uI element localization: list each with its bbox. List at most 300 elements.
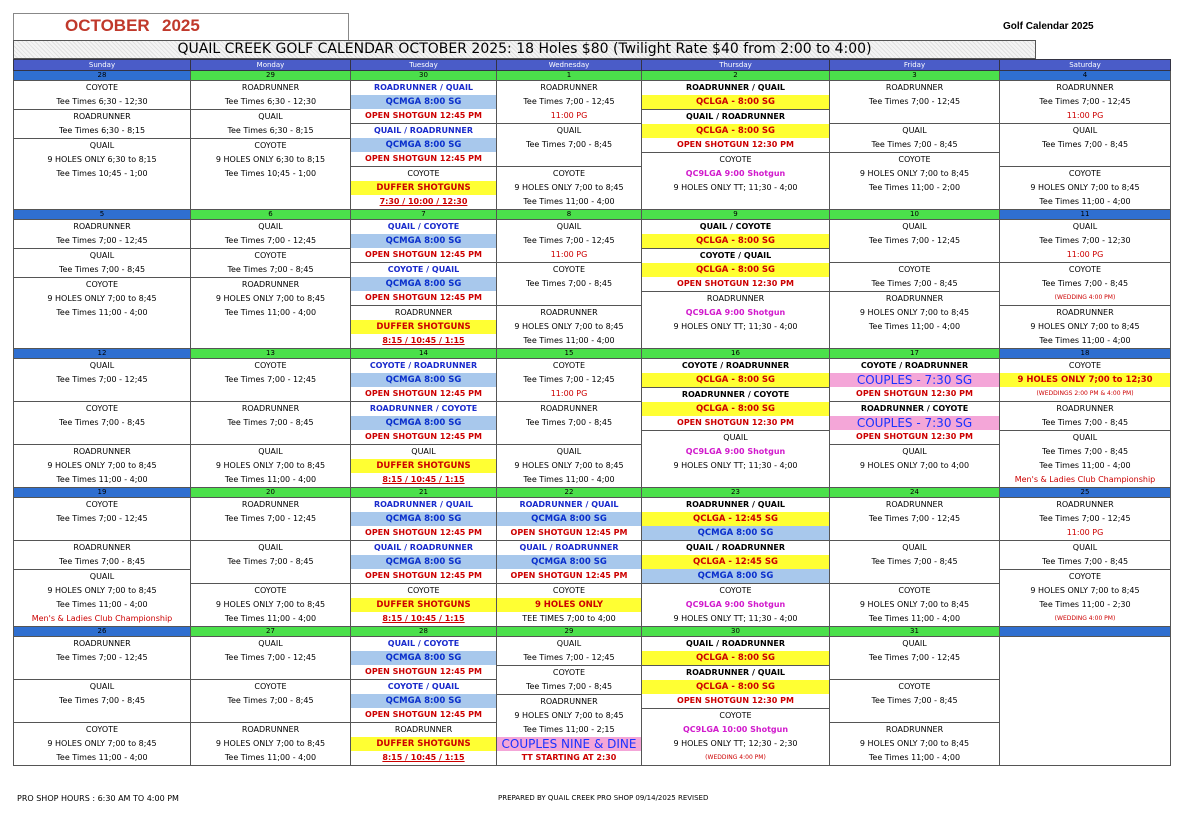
schedule-line: Tee Times 7;00 - 8;45	[1041, 557, 1129, 566]
day-cell	[351, 359, 497, 488]
schedule-line: QC9LGA 9:00 Shotgun	[685, 169, 786, 178]
calendar-title: QUAIL CREEK GOLF CALENDAR OCTOBER 2025: 18 Holes $80 (Twilight Rate $40 from 2:00 to 4:00)	[13, 40, 1036, 59]
schedule-line: COYOTE	[642, 152, 829, 167]
schedule-line: Tee Times 7;00 - 8;45	[871, 279, 958, 288]
schedule-line: QUAIL	[830, 540, 999, 555]
day-cell	[642, 637, 830, 766]
schedule-line: QUAIL	[258, 639, 283, 648]
schedule-line: Tee Times 11;00 - 4;00	[224, 614, 317, 623]
day-cell	[497, 498, 642, 627]
schedule-line: 9 HOLES ONLY 7;00 to 8;45	[859, 739, 970, 748]
date-number: 30	[351, 71, 497, 81]
schedule-line: QUAIL	[89, 361, 115, 370]
date-number: 1	[497, 71, 642, 81]
schedule-line: QUAIL	[1000, 540, 1170, 555]
schedule-line: Tee Times 7;00 - 8;45	[227, 418, 314, 427]
date-number: 13	[191, 349, 351, 359]
date-number: 19	[14, 488, 191, 498]
schedule-line: QUAIL	[1072, 222, 1098, 231]
schedule-line: COYOTE	[191, 583, 350, 598]
schedule-line: 9 HOLES ONLY	[497, 598, 641, 612]
schedule-line: COUPLES NINE & DINE	[497, 737, 641, 751]
schedule-line: ROADRUNNER	[191, 401, 350, 416]
schedule-line: QUAIL	[14, 569, 190, 584]
schedule-line: COYOTE	[14, 277, 190, 292]
date-number: 16	[642, 349, 830, 359]
schedule-line: Tee Times 7;00 - 8;45	[1041, 418, 1129, 427]
date-number: 23	[642, 488, 830, 498]
schedule-line	[14, 526, 190, 540]
schedule-line: 9 HOLES ONLY 7;00 to 8;45	[47, 294, 157, 303]
schedule-line: ROADRUNNER	[73, 639, 131, 648]
schedule-line: Tee Times 11;00 - 4;00	[868, 322, 961, 331]
schedule-line	[830, 665, 999, 679]
date-number: 18	[1000, 349, 1171, 359]
schedule-line: DUFFER SHOTGUNS	[351, 320, 496, 334]
schedule-line: 9 HOLES ONLY 7;00 to 8;45	[215, 461, 326, 470]
day-cell	[830, 220, 1000, 349]
weekday-header: Monday	[191, 60, 351, 71]
schedule-line: ROADRUNNER	[191, 722, 350, 737]
schedule-line: ROADRUNNER / QUAIL	[685, 500, 786, 509]
schedule-line: 9 HOLES ONLY 7;00 to 8;45	[215, 600, 326, 609]
schedule-line: QC9LGA 9:00 Shotgun	[685, 600, 786, 609]
schedule-line: QC9LGA 10:00 Shotgun	[682, 725, 789, 734]
schedule-line: 9 HOLES ONLY TT; 11;30 - 4;00	[673, 183, 798, 192]
schedule-line: OPEN SHOTGUN 12:45 PM	[365, 389, 482, 398]
schedule-line: 9 HOLES ONLY 7;00 to 8;45	[514, 711, 624, 720]
schedule-line: QUAIL	[902, 222, 927, 231]
schedule-line: ROADRUNNER	[497, 401, 641, 416]
schedule-line: Tee Times 11;00 - 4;00	[224, 753, 317, 762]
schedule-line: (WEDDING 4:00 PM)	[1054, 294, 1116, 301]
schedule-line: OPEN SHOTGUN 12:45 PM	[510, 571, 628, 580]
date-number-row	[14, 349, 1171, 359]
schedule-line: ROADRUNNER	[642, 291, 829, 306]
date-number: 3	[830, 71, 1000, 81]
schedule-line: QUAIL / ROADRUNNER	[642, 109, 829, 124]
schedule-line: COYOTE	[642, 708, 829, 723]
day-cell	[830, 637, 1000, 766]
schedule-line: Tee Times 6;30 - 8;15	[227, 126, 314, 135]
schedule-line: QUAIL / ROADRUNNER	[351, 123, 496, 138]
schedule-line: QUAIL	[830, 444, 999, 459]
schedule-line	[14, 665, 190, 679]
date-number: 21	[351, 488, 497, 498]
schedule-line: COYOTE	[254, 361, 287, 370]
schedule-line: 11:00 PG	[1066, 111, 1104, 120]
schedule-line: COYOTE	[830, 152, 999, 167]
month-title: OCTOBER	[65, 16, 150, 35]
schedule-line: QCLGA - 8:00 SG	[642, 402, 829, 416]
schedule-line: 9 HOLES ONLY TT; 11;30 - 4;00	[673, 461, 798, 470]
schedule-line: QUAIL	[14, 138, 190, 153]
schedule-line: COYOTE	[830, 679, 999, 694]
schedule-line: ROADRUNNER	[1000, 401, 1170, 416]
schedule-line: Tee Times 7;00 - 8;45	[871, 140, 958, 149]
schedule-line: OPEN SHOTGUN 12:30 PM	[856, 389, 973, 398]
date-number: 12	[14, 349, 191, 359]
schedule-line: COYOTE	[191, 679, 350, 694]
schedule-line: Tee Times 7;00 - 12;45	[868, 514, 961, 523]
schedule-line: QCLGA - 8:00 SG	[642, 124, 829, 138]
schedule-line: COUPLES - 7:30 SG	[830, 373, 999, 387]
schedule-line: Tee Times 7;00 - 12;45	[224, 653, 317, 662]
schedule-line: 9 HOLES ONLY 7;00 to 8;45	[1030, 183, 1140, 192]
date-number: 6	[191, 210, 351, 220]
schedule-line	[14, 387, 190, 401]
schedule-line: Tee Times 11;00 - 4;00	[56, 475, 148, 484]
schedule-line: COYOTE / ROADRUNNER	[369, 361, 478, 370]
schedule-line: Tee Times 6;30 - 12;30	[56, 97, 148, 106]
schedule-line: 9 HOLES ONLY 7;00 to 8;45	[47, 739, 157, 748]
schedule-line: ROADRUNNER	[1056, 500, 1114, 509]
schedule-line: Tee Times 7;00 - 8;45	[58, 265, 146, 274]
schedule-line: ROADRUNNER / QUAIL	[373, 500, 474, 509]
schedule-line: Tee Times 11;00 - 4;00	[523, 197, 615, 206]
schedule-line: COYOTE	[1000, 262, 1170, 277]
weekday-header-row	[14, 60, 1171, 71]
calendar-grid	[13, 59, 1171, 766]
date-number-row	[14, 488, 1171, 498]
date-number: 11	[1000, 210, 1171, 220]
schedule-line: 11:00 PG	[1066, 250, 1104, 259]
schedule-line: Tee Times 7;00 - 8;45	[227, 696, 314, 705]
schedule-line: ROADRUNNER	[830, 722, 999, 737]
date-number: 29	[497, 627, 642, 637]
schedule-line: Tee Times 11;00 - 4;00	[868, 753, 961, 762]
date-number: 2	[642, 71, 830, 81]
schedule-line: COYOTE	[830, 262, 999, 277]
day-cell	[191, 220, 351, 349]
schedule-line	[14, 430, 190, 444]
schedule-line: Tee Times 11;00 - 4;00	[56, 600, 148, 609]
schedule-line: QUAIL	[556, 222, 582, 231]
schedule-line: QCLGA - 8:00 SG	[642, 234, 829, 248]
schedule-line: Tee Times 11;00 - 4;00	[224, 308, 317, 317]
schedule-line: COYOTE	[1068, 361, 1102, 370]
schedule-line	[14, 708, 190, 722]
date-number: 17	[830, 349, 1000, 359]
schedule-line: COYOTE	[642, 583, 829, 598]
schedule-line: OPEN SHOTGUN 12:30 PM	[677, 279, 794, 288]
week-row	[14, 637, 1171, 766]
weekday-header: Thursday	[642, 60, 830, 71]
schedule-line: QUAIL	[14, 248, 190, 263]
schedule-line: COYOTE / QUAIL	[351, 679, 496, 694]
schedule-line	[830, 109, 999, 123]
schedule-line	[830, 473, 999, 487]
schedule-line: QCLGA - 8:00 SG	[642, 95, 829, 109]
schedule-line: QUAIL	[1000, 123, 1170, 138]
schedule-line: DUFFER SHOTGUNS	[351, 737, 496, 751]
schedule-line: Tee Times 7;00 - 12;30	[1039, 236, 1131, 245]
schedule-line: ROADRUNNER / QUAIL	[373, 83, 474, 92]
schedule-line: OPEN SHOTGUN 12:45 PM	[510, 528, 628, 537]
schedule-line: OPEN SHOTGUN 12:30 PM	[677, 696, 794, 705]
schedule-line: Tee Times 11;00 - 4;00	[868, 614, 961, 623]
schedule-line: 9 HOLES ONLY 7;00 to 8;45	[514, 322, 624, 331]
schedule-line: 9 HOLES ONLY 7;00 to 8;45	[47, 586, 157, 595]
schedule-line: 8:15 / 10:45 / 1:15	[382, 336, 465, 345]
schedule-line: Tee Times 11;00 - 4;00	[56, 308, 148, 317]
schedule-line: QC9LGA 9:00 Shotgun	[685, 447, 786, 456]
schedule-line: QUAIL / COYOTE	[387, 222, 460, 231]
day-cell	[191, 637, 351, 766]
schedule-line: QCLGA - 8:00 SG	[642, 373, 829, 387]
schedule-line: 11:00 PG	[550, 111, 588, 120]
schedule-line: ROADRUNNER	[1000, 305, 1170, 320]
schedule-line: 9 HOLES ONLY 7;00 to 8;45	[215, 739, 326, 748]
schedule-line: QUAIL	[14, 679, 190, 694]
day-cell	[1000, 498, 1171, 627]
schedule-line: COYOTE	[497, 665, 641, 680]
schedule-line: QCLGA - 12:45 SG	[642, 555, 829, 569]
schedule-line: COYOTE	[552, 361, 586, 370]
date-number: 28	[351, 627, 497, 637]
schedule-line: Tee Times 7;00 - 12;45	[523, 236, 615, 245]
schedule-line: 9 HOLES ONLY TT; 11;30 - 4;00	[673, 322, 798, 331]
schedule-line: QUAIL	[1000, 430, 1170, 445]
day-cell	[351, 220, 497, 349]
day-cell	[191, 359, 351, 488]
schedule-line: ROADRUNNER	[14, 109, 190, 124]
schedule-line: COUPLES - 7:30 SG	[830, 416, 999, 430]
schedule-line: ROADRUNNER	[14, 444, 190, 459]
day-cell	[497, 637, 642, 766]
schedule-line: QCMGA 8:00 SG	[351, 651, 496, 665]
schedule-line	[191, 569, 350, 583]
day-cell	[830, 359, 1000, 488]
schedule-line	[497, 430, 641, 444]
schedule-line: ROADRUNNER	[191, 277, 350, 292]
date-number-row	[14, 627, 1171, 637]
day-cell	[497, 359, 642, 488]
day-cell	[830, 498, 1000, 627]
day-cell	[642, 220, 830, 349]
schedule-line: 9 HOLES ONLY 7;00 to 8;45	[514, 461, 624, 470]
schedule-line: 9 HOLES ONLY 7;00 to 8;45	[514, 183, 624, 192]
date-number: 28	[14, 71, 191, 81]
schedule-line: Tee Times 7;00 - 12;45	[1039, 514, 1131, 523]
schedule-line: Tee Times 7;00 - 8;45	[58, 696, 146, 705]
date-number: 29	[191, 71, 351, 81]
week-row	[14, 359, 1171, 488]
schedule-line: 9 HOLES ONLY 7;00 to 8;45	[859, 169, 970, 178]
schedule-line: ROADRUNNER	[351, 722, 496, 737]
schedule-line: Tee Times 6;30 - 8;15	[58, 126, 146, 135]
schedule-line: ROADRUNNER / COYOTE	[642, 387, 829, 402]
date-number: 7	[351, 210, 497, 220]
schedule-line: OPEN SHOTGUN 12:45 PM	[365, 528, 482, 537]
schedule-line	[830, 526, 999, 540]
schedule-line: QUAIL	[351, 444, 496, 459]
schedule-line: COYOTE	[497, 262, 641, 277]
schedule-line	[497, 291, 641, 305]
date-number: 25	[1000, 488, 1171, 498]
schedule-line: ROADRUNNER	[497, 694, 641, 709]
schedule-line: 8:15 / 10:45 / 1:15	[382, 475, 465, 484]
schedule-line	[642, 195, 829, 209]
schedule-line	[642, 473, 829, 487]
schedule-line: QUAIL	[497, 123, 641, 138]
schedule-line: 9 HOLES ONLY 7;00 to 8;45	[47, 461, 157, 470]
date-number: 26	[14, 627, 191, 637]
date-number	[1000, 627, 1171, 637]
schedule-line: Tee Times 7;00 - 12;45	[56, 653, 148, 662]
schedule-line: Tee Times 10;45 - 1;00	[56, 169, 148, 178]
schedule-line: Tee Times 7;00 - 12;45	[868, 97, 961, 106]
date-number: 5	[14, 210, 191, 220]
schedule-line: Tee Times 7;00 - 8;45	[227, 265, 314, 274]
schedule-line: QUAIL / ROADRUNNER	[497, 540, 641, 555]
schedule-line: Tee Times 11;00 - 4;00	[523, 336, 615, 345]
schedule-line: ROADRUNNER / COYOTE	[830, 401, 999, 416]
day-cell	[1000, 220, 1171, 349]
day-cell	[14, 81, 191, 210]
schedule-line: Tee Times 7;00 - 8;45	[525, 418, 613, 427]
schedule-line: ROADRUNNER	[241, 83, 300, 92]
schedule-line: QUAIL	[902, 639, 927, 648]
schedule-line: 9 HOLES ONLY 7;00 to 8;45	[1030, 322, 1140, 331]
date-number: 20	[191, 488, 351, 498]
schedule-line: COYOTE	[1000, 569, 1170, 584]
schedule-line: DUFFER SHOTGUNS	[351, 181, 496, 195]
week-row	[14, 220, 1171, 349]
day-cell	[642, 81, 830, 210]
schedule-line: COYOTE	[1000, 166, 1170, 181]
schedule-line	[191, 526, 350, 540]
schedule-line: 9 HOLES ONLY 7;00 to 8;45	[859, 308, 970, 317]
schedule-line: QUAIL	[830, 123, 999, 138]
schedule-line: 9 HOLES ONLY 6;30 to 8;15	[47, 155, 157, 164]
schedule-line: OPEN SHOTGUN 12:30 PM	[856, 432, 973, 441]
day-cell	[351, 81, 497, 210]
schedule-line: 9 HOLES ONLY 6;30 to 8;15	[215, 155, 326, 164]
schedule-line: Tee Times 7;00 - 8;45	[525, 140, 613, 149]
schedule-line: Tee Times 11;00 - 2;00	[868, 183, 961, 192]
date-number: 14	[351, 349, 497, 359]
schedule-line: QUAIL	[497, 444, 641, 459]
weekday-header: Wednesday	[497, 60, 642, 71]
schedule-line: OPEN SHOTGUN 12:45 PM	[365, 710, 482, 719]
schedule-line: 11:00 PG	[1066, 528, 1104, 537]
schedule-line: Tee Times 7;00 - 8;45	[525, 279, 613, 288]
schedule-line: ROADRUNNER	[351, 305, 496, 320]
day-cell	[191, 81, 351, 210]
schedule-line: Tee Times 11;00 - 4;00	[224, 475, 317, 484]
schedule-line: Tee Times 7;00 - 8;45	[871, 696, 958, 705]
schedule-line: OPEN SHOTGUN 12:45 PM	[365, 432, 482, 441]
schedule-line: DUFFER SHOTGUNS	[351, 459, 496, 473]
week-row	[14, 498, 1171, 627]
day-cell	[191, 498, 351, 627]
day-cell	[642, 359, 830, 488]
weekday-header: Friday	[830, 60, 1000, 71]
schedule-line: (WEDDING 4:00 PM)	[705, 754, 766, 761]
schedule-line: COYOTE	[85, 500, 119, 509]
schedule-line: DUFFER SHOTGUNS	[351, 598, 496, 612]
schedule-line: Tee Times 10;45 - 1;00	[224, 169, 317, 178]
schedule-line: 8:15 / 10:45 / 1:15	[382, 614, 465, 623]
schedule-line: 9 HOLES ONLY TT; 12;30 - 2;30	[673, 739, 798, 748]
day-cell	[642, 498, 830, 627]
day-cell	[1000, 359, 1171, 488]
day-cell	[351, 498, 497, 627]
schedule-line: COYOTE	[14, 401, 190, 416]
schedule-line: COYOTE	[191, 138, 350, 153]
year-title: 2025	[162, 16, 200, 35]
schedule-line: QUAIL	[191, 109, 350, 124]
schedule-line	[830, 708, 999, 722]
schedule-line: QCMGA 8:00 SG	[351, 95, 496, 109]
schedule-line: Men's & Ladies Club Championship	[1014, 475, 1156, 484]
schedule-line: OPEN SHOTGUN 12:45 PM	[365, 667, 482, 676]
schedule-line: Tee Times 11;00 - 2;15	[523, 725, 615, 734]
schedule-line	[191, 387, 350, 401]
schedule-line	[191, 665, 350, 679]
date-number: 8	[497, 210, 642, 220]
schedule-line: QUAIL	[642, 430, 829, 445]
schedule-line: Tee Times 7;00 - 8;45	[871, 557, 958, 566]
schedule-line: Tee Times 7;00 - 8;45	[1041, 447, 1129, 456]
schedule-line: QUAIL / ROADRUNNER	[685, 639, 786, 648]
date-number: 15	[497, 349, 642, 359]
schedule-line: QUAIL / ROADRUNNER	[642, 540, 829, 555]
schedule-line: OPEN SHOTGUN 12:45 PM	[365, 250, 482, 259]
date-number: 9	[642, 210, 830, 220]
schedule-line: QUAIL	[191, 444, 350, 459]
schedule-line: ROADRUNNER	[14, 540, 190, 555]
schedule-line: 9 HOLES ONLY 7;00 to 8;45	[859, 600, 970, 609]
schedule-line: Tee Times 7;00 - 12;45	[868, 653, 961, 662]
schedule-line: 9 HOLES ONLY 7;00 to 8;45	[1030, 586, 1140, 595]
schedule-line: TEE TIMES 7;00 to 4;00	[522, 614, 616, 623]
schedule-line: Tee Times 7;00 - 12;45	[523, 97, 615, 106]
schedule-line	[830, 248, 999, 262]
schedule-line: Tee Times 11;00 - 4;00	[523, 475, 615, 484]
day-cell	[497, 220, 642, 349]
schedule-line: Tee Times 7;00 - 12;45	[1039, 97, 1131, 106]
schedule-line: Tee Times 11;00 - 2;30	[1039, 600, 1131, 609]
schedule-line: QCMGA 8:00 SG	[351, 234, 496, 248]
schedule-line	[497, 152, 641, 166]
schedule-line: Tee Times 7;00 - 12;45	[224, 236, 317, 245]
schedule-line: 9 HOLES ONLY 7;00 to 12;30	[1000, 373, 1170, 387]
schedule-line: Tee Times 7;00 - 8;45	[58, 557, 146, 566]
schedule-line	[1000, 152, 1170, 166]
schedule-line: Tee Times 7;00 - 8;45	[1041, 140, 1129, 149]
schedule-line: Tee Times 7;00 - 8;45	[227, 557, 314, 566]
schedule-line: QUAIL / COYOTE	[387, 639, 460, 648]
schedule-line: QUAIL / COYOTE	[699, 222, 772, 231]
schedule-line: Tee Times 7;00 - 12;45	[523, 375, 615, 384]
schedule-line: OPEN SHOTGUN 12:45 PM	[365, 154, 482, 163]
schedule-line: QCMGA 8:00 SG	[351, 555, 496, 569]
schedule-line: Tee Times 7;00 - 12;45	[56, 514, 148, 523]
schedule-line	[191, 708, 350, 722]
schedule-line: Tee Times 7;00 - 12;45	[224, 514, 317, 523]
schedule-line: Tee Times 7;00 - 12;45	[523, 653, 615, 662]
schedule-line: QC9LGA 9:00 Shotgun	[685, 308, 786, 317]
prepared-by: PREPARED BY QUAIL CREEK PRO SHOP 09/14/2025 REVISED	[498, 794, 709, 802]
schedule-line: QCMGA 8:00 SG	[497, 512, 641, 526]
day-cell	[14, 637, 191, 766]
schedule-line: 9 HOLES ONLY 7;00 to 4;00	[859, 461, 970, 470]
schedule-line: (WEDDING 4:00 PM)	[1054, 615, 1116, 622]
schedule-line: QCLGA - 8:00 SG	[642, 651, 829, 665]
schedule-line: Tee Times 7;00 - 8;45	[525, 682, 613, 691]
